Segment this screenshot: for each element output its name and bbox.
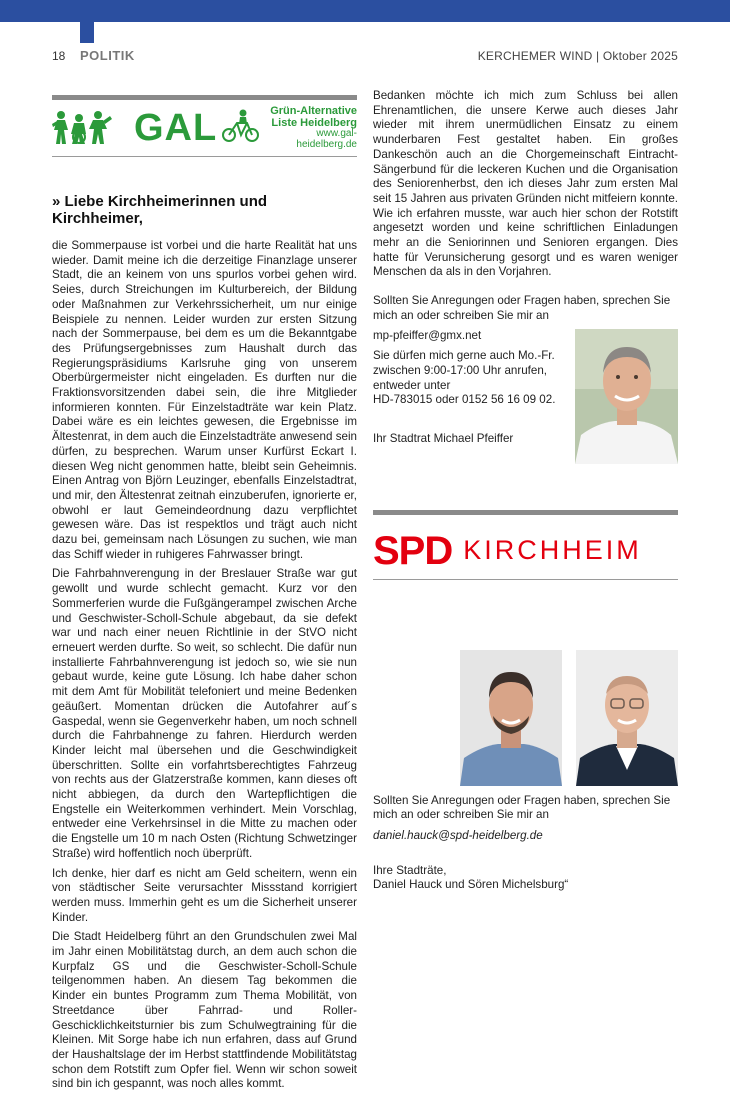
gal-name-line2: Liste Heidelberg (271, 116, 357, 129)
letter-paragraph-5: Bedanken möchte ich mich zum Schluss bei allen Ehrenamtlichen, die unsere Kerwe auch dieses Jahr wieder mit ihrem unermüdlichen Einsatz zu einem wunderbaren Fest gestaltet haben. Ein großes Dankeschön auch an die Chorgemeinschaft Eintracht-Sängerbund für die leckeren Kuchen und die Organisation des Seniorenherbst, den ich dieses Jahr zum ersten Mal seit 15 Jahren aus privaten Gründen nicht mitfeiern konnte. Wie ich erfahren musste, war auch hier schon der Rotstift angesetzt worden und keine schriftlichen Einladungen mehr an die Seniorinnen und Senioren ergangen. Dies hatte für Verunsicherung gesorgt und es waren weniger Menschen da als in den Vorjahren. (373, 89, 678, 279)
pfeiffer-email[interactable]: mp-pfeiffer@gmx.net (373, 328, 482, 342)
letter-paragraph-2: Die Fahrbahnverengung in der Breslauer Straße war gut gewollt und wurde schlecht gemacht. Kurz vor den Sommerferien wurde die Fußgängerampel zwischen Arche und Geschwister-Scholl-Schule abgebaut, da sie defekt war und nach einer neuen Richtlinie in der StVO nicht erneuert werden durfte. So weit, so schlecht. Die dafür nun installierte Fahrbahnverengung ist jedoch so, wie sie nun gebaut wurde, keine gute Lösung. Ich habe daher schon mit dem Amt für Mobilität telefoniert und meine Bedenken geäußert. Momentan drücken die Autofahrer auf´s Gaspedal, wenn sie Gegenverkehr haben, um noch schnell durch die Fahrbahnenge zu fahren. Hierdurch werden Kinder leicht mal übersehen und die Geschwindigkeit überschritten. Sollte ein vorfahrtsberechtigtes Fahrzeug von rechts aus der Glatzerstraße kommen, kann dieses oft nicht abbiegen, da durch den Wartepflichtigen die Engstelle ein Weiterkommen verhindert. Mein Vorschlag, entweder eine Verkehrsinsel in die Mitte zu machen oder die Engstelle um 10 m nach Osten (Richtung Schwetzinger Straße) wird hoffentlich noch überprüft. (52, 567, 357, 860)
michelsburg-portrait (576, 650, 678, 786)
pfeiffer-portrait (575, 329, 678, 464)
spd-closing: Ihre Stadträte, (373, 863, 447, 877)
gal-logo (52, 100, 357, 156)
gal-name-block (261, 106, 357, 150)
gal-url[interactable]: www.gal-heidelberg.de (296, 128, 357, 150)
letter-paragraph-4: Die Stadt Heidelberg führt an den Grundschulen zwei Mal im Jahr einen Mobilitätstag durch, an dem auch schon die Kurpfalz GS und die Geschwister-Scholl-Schule teilgenommen haben. An diesem Tag bekommen die Kinder ein buntes Programm zum Thema Mobilität, von Streetdance über Fahrrad- und Roller-Geschicklichkeitsturnier bis zum Schulwegtraining für die Kleinen. Mit Sorge habe ich nun erfahren, dass auf Grund der Haushaltslage der im Herbst stattfindende Mobilitätstag schon dem Rotstift zum Opfer fiel. Wenn wir schon soweit sind bin ich gespannt, was noch alles kommt. (52, 930, 357, 1091)
right-column (373, 89, 678, 893)
spd-contact (373, 794, 678, 894)
letter-paragraph-1: die Sommerpause ist vorbei und die harte Realität hat uns wieder. Damit meine ich die derzeitige Finanzlage unserer Stadt, die an keinem von uns spurlos vorbei gehen wird. Seies, durch Streichungen im Kulturbereich, der Bildung oder Maßnahmen zur Verkehrssicherheit, um nur einige Beispiele zu nennen. Leider wurden zur ersten Sitzung nach der Sommerpause, bei dem es um die Bekanntgabe des Prüfungsergebnisses zum Haushalt durch das Regierungspräsidiums Karlsruhe ging von unserem Oberbürgermeister nicht eingeladen. Es durften nur die Fraktionsvorsitzenden dabei sein, die ihre Mitglieder informieren konnten. Für Einzelstadträte war kein Platz. Dabei wäre es ein leichtes gewesen, die Ergebnisse im Ältestenrat, in dem auch die Einzelstadträte anwesend sein dürfen, zu besprechen. Warum unser Kurfürst Eckart I. diesen Weg nicht genommen hatte, bleibt sein Geheimnis. Einen Antrag von Björn Leuzinger, ebenfalls Einzelstadtrat, und mir, den Ältestenrat zeitnah einzuberufen, ignorierte er, obwohl er laut Gemeindeordnung dazu verpflichtet gewesen wäre. Das ist respektlos und trägt auch nicht dazu bei, gemeinsam nach Lösungen zu suchen, wie man das Schiff wieder in ruhigeres Fahrwasser bringt. (52, 239, 357, 561)
spd-portraits (373, 650, 678, 786)
top-color-bar (0, 0, 730, 22)
spd-logo (373, 523, 678, 579)
gal-wordmark: GAL (134, 107, 218, 149)
pfeiffer-call-line-1: Sie dürfen mich gerne auch Mo.-Fr. (373, 349, 555, 363)
pfeiffer-call-line-3: entweder unter (373, 378, 451, 392)
spd-kirchheim-wordmark: KIRCHHEIM (463, 535, 642, 566)
pfeiffer-contact (373, 294, 678, 463)
section-title: POLITIK (80, 48, 135, 63)
spd-wordmark: SPD (373, 528, 453, 573)
gal-bottom-rule (52, 156, 357, 157)
salutation: » Liebe Kirchheimerinnen und Kirchheimer, (52, 193, 268, 227)
masthead: KERCHEMER WIND | Oktober 2025 (477, 49, 678, 63)
spd-signature: Daniel Hauck und Sören Michelsburg“ (373, 878, 569, 892)
pfeiffer-phone: HD-783015 oder 0152 56 16 09 02. (373, 393, 556, 407)
page-number: 18 (52, 49, 66, 63)
spd-email[interactable]: daniel.hauck@spd-heidelberg.de (373, 828, 543, 842)
letter-paragraph-3: Ich denke, hier darf es nicht am Geld scheitern, wenn ein von städtischer Seite verursachter Missstand korrigiert werden muss. Immerhin geht es um die Sicherheit unserer Kinder. (52, 866, 357, 924)
pfeiffer-call-line-2: zwischen 9:00-17:00 Uhr anrufen, (373, 363, 548, 377)
pfeiffer-signature: Ihr Stadtrat Michael Pfeiffer (373, 432, 514, 446)
spd-intro: Sollten Sie Anregungen oder Fragen haben, sprechen Sie mich an oder schreiben Sie mir an (373, 793, 671, 822)
left-column (52, 95, 357, 1097)
pfeiffer-contact-text (373, 329, 568, 464)
spd-bottom-rule (373, 579, 678, 580)
hauck-portrait (460, 650, 562, 786)
spd-top-rule (373, 510, 678, 515)
bicycle-icon (221, 109, 261, 148)
gal-name-line1: Grün-Alternative (270, 104, 357, 117)
pfeiffer-intro: Sollten Sie Anregungen oder Fragen haben, sprechen Sie mich an oder schreiben Sie mir an (373, 294, 671, 322)
section-marker (80, 22, 94, 43)
pfeiffer-contact-row (373, 329, 678, 464)
gal-figures-icon (52, 110, 132, 146)
